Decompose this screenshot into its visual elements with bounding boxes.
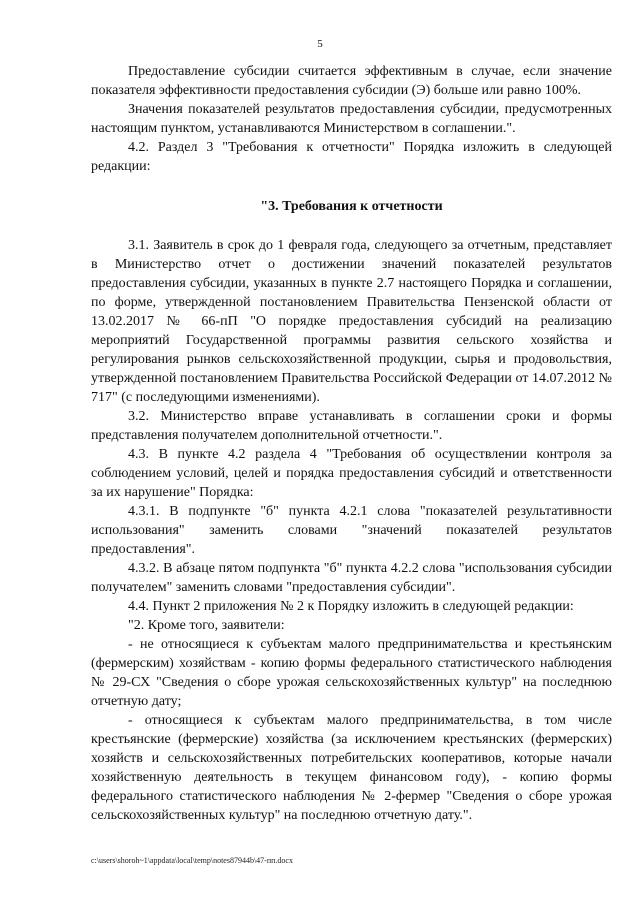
paragraph-4-3-2: 4.3.2. В абзаце пятом подпункта "б" пункта 4.2.2 слова "использования субсидии получателем" заменить словами "предоставления субсидии". bbox=[91, 561, 612, 595]
paragraph-indicator-values: Значения показателей результатов предоставления субсидии, предусмотренных настоящим пунктом, устанавливаются Министерством в соглашении.". bbox=[91, 102, 612, 136]
paragraph-bullet-non-small: - не относящиеся к субъектам малого предпринимательства и крестьянским (фермерским) хозяйствам - копию формы федерального статистического наблюдения № 29-СХ "Сведения о сборе урожая сельскохозяйственных культур" на последнюю отчетную дату; bbox=[91, 637, 612, 709]
paragraph-bullet-small: - относящиеся к субъектам малого предпринимательства, в том числе крестьянские (фермерские) хозяйства (за исключением крестьянских (фермерских) хозяйств и сельскохозяйственных потребительских кооперативов, которые начали хозяйственную деятельность в текущем финансовом году), - копию формы федерального статистического наблюдения № 2-фермер "Сведения о сборе урожая сельскохозяйственных культур" на последнюю отчетную дату.". bbox=[91, 713, 612, 823]
paragraph-3-2: 3.2. Министерство вправе устанавливать в соглашении сроки и формы представления получателем дополнительной отчетности.". bbox=[91, 409, 612, 443]
paragraph-3-1: 3.1. Заявитель в срок до 1 февраля года, следующего за отчетным, представляет в Министерство отчет о достижении значений показателей результатов предоставления субсидии, указанных в пункте 2.7 настоящего Порядка и соглашении, по форме, утвержденной постановлением Правительства Пензенской области от 13.02.2017 № 66-пП "О порядке предоставления субсидий на реализацию мероприятий Государственной программы развития сельского хозяйства и регулирования рынков сельскохозяйственной продукции, сырья и продовольствия, утвержденной постановлением Правительства Российской Федерации от 14.07.2012 № 717" (с последующими изменениями). bbox=[91, 238, 612, 405]
paragraph-4-3: 4.3. В пункте 4.2 раздела 4 "Требования об осуществлении контроля за соблюдением условий, целей и порядка предоставления субсидий и ответственности за их нарушение" Порядка: bbox=[91, 447, 612, 500]
document-body bbox=[91, 62, 612, 825]
paragraph-subsidy-effectiveness: Предоставление субсидии считается эффективным в случае, если значение показателя эффективности предоставления субсидии (Э) больше или равно 100%. bbox=[91, 64, 612, 98]
paragraph-4-4: 4.4. Пункт 2 приложения № 2 к Порядку изложить в следующей редакции: bbox=[128, 599, 574, 614]
paragraph-4-3-1: 4.3.1. В подпункте "б" пункта 4.2.1 слова "показателей результативности использования" заменить словами "значений показателей результатов предоставления". bbox=[91, 504, 612, 557]
paragraph-section-4-2: 4.2. Раздел 3 "Требования к отчетности" Порядка изложить в следующей редакции: bbox=[91, 140, 612, 174]
paragraph-item-2: "2. Кроме того, заявители: bbox=[128, 618, 285, 633]
page-number: 5 bbox=[317, 38, 323, 50]
footer-file-path: c:\users\shoroh~1\appdata\local\temp\notes87944b\47-пп.docx bbox=[91, 856, 293, 865]
section-heading: "3. Требования к отчетности bbox=[260, 199, 443, 214]
